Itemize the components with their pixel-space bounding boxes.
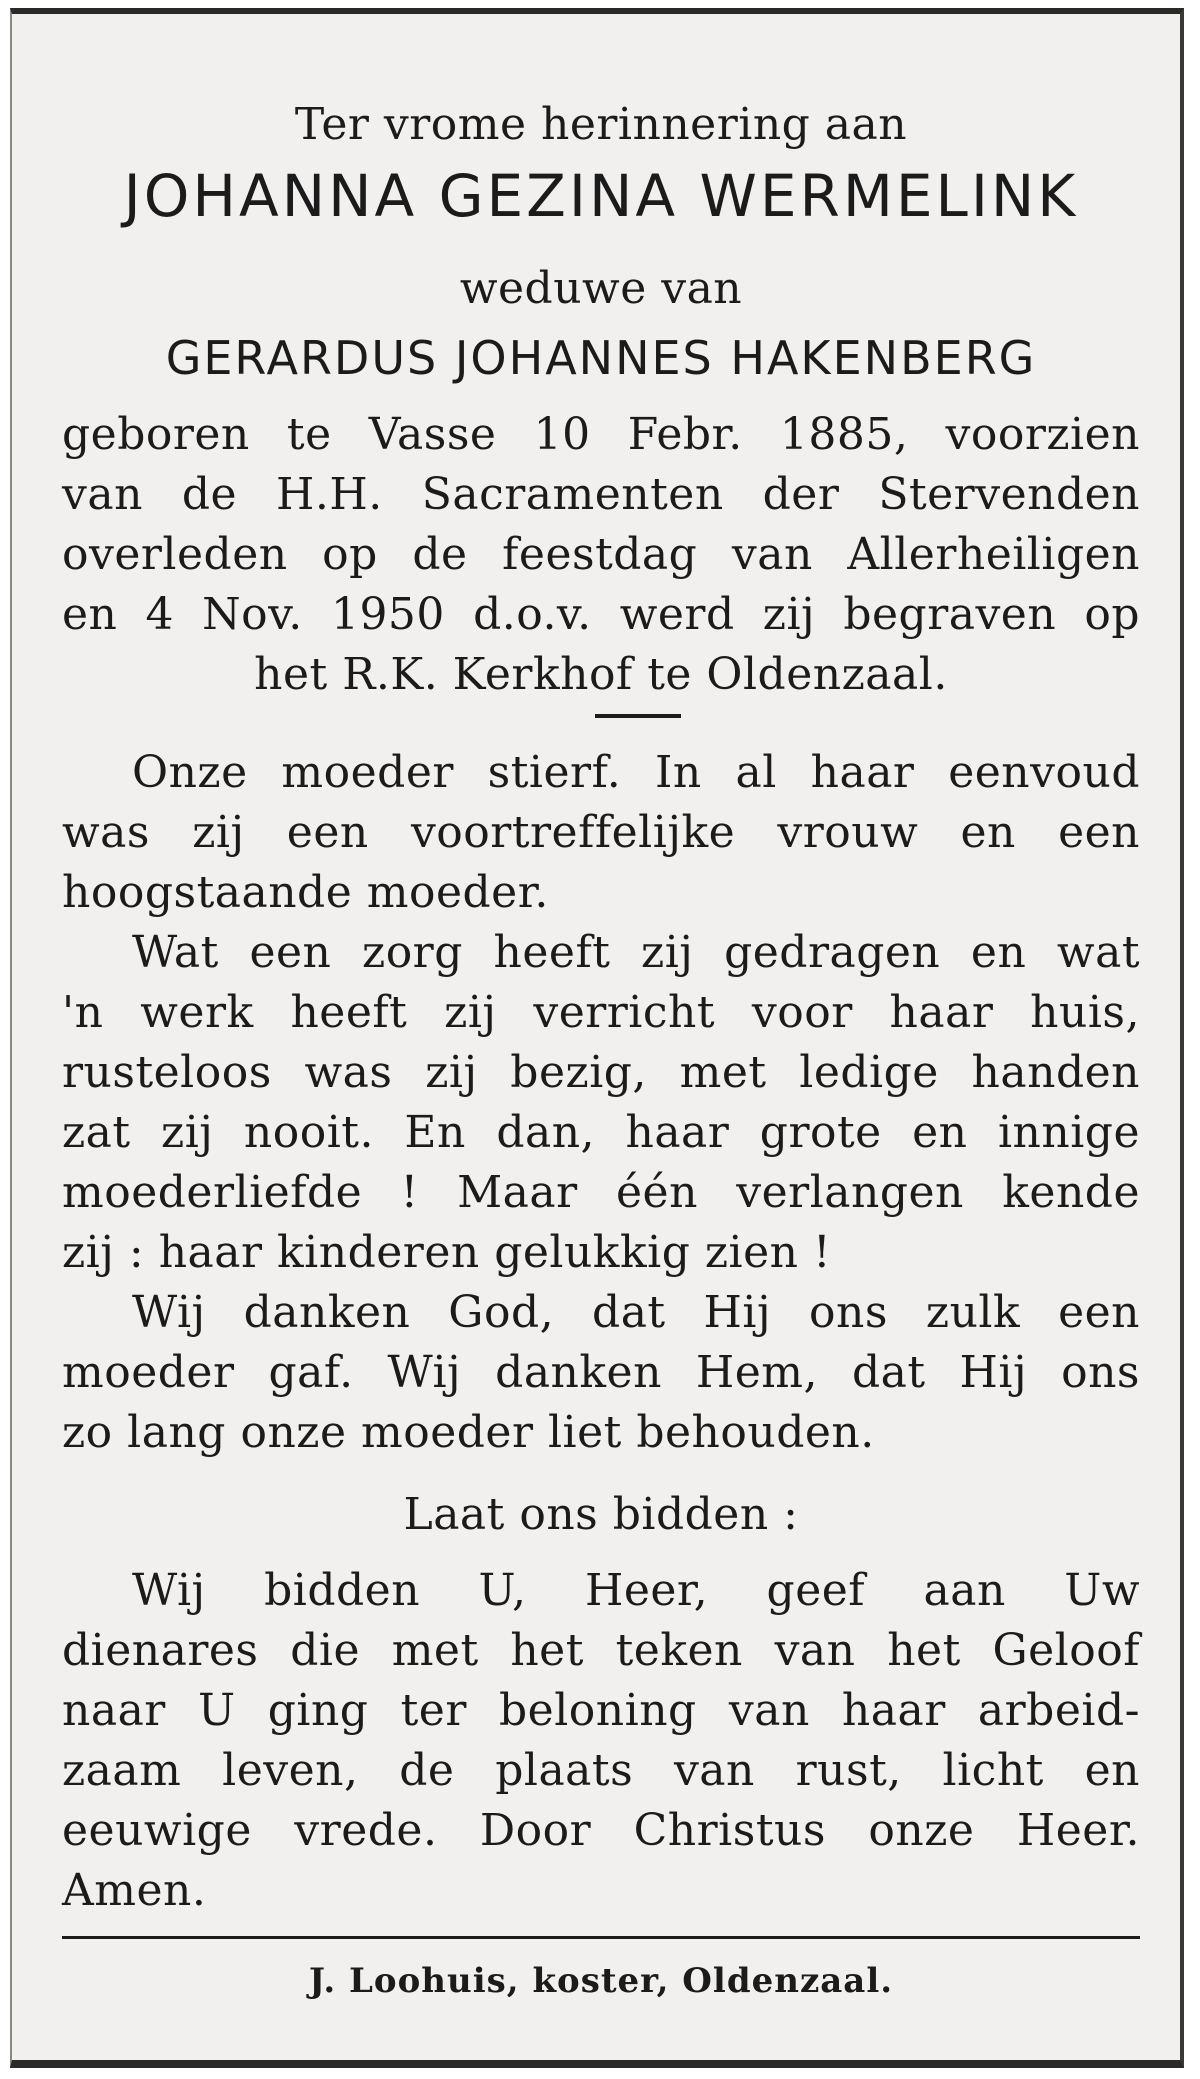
- memorial-card: [10, 8, 1184, 2068]
- prayer-line: dienares die met het teken van het Geloof: [62, 1625, 1140, 1676]
- card-content: [62, 14, 1140, 2060]
- printer-credit: J. Loohuis, koster, Oldenzaal.: [308, 1961, 894, 2001]
- short-divider: [595, 714, 681, 718]
- text-line: hoogstaande moeder.: [62, 867, 549, 918]
- text-line: Wij danken God, dat Hij ons zulk een: [132, 1287, 1140, 1338]
- bio-line: van de H.H. Sacramenten der Stervenden: [62, 469, 1140, 520]
- text-line: moederliefde ! Maar één verlangen kende: [62, 1167, 1140, 1218]
- text-line: zat zij nooit. En dan, haar grote en innige: [62, 1107, 1140, 1158]
- deceased-name: JOHANNA GEZINA WERMELINK: [123, 162, 1079, 230]
- bio-line: en 4 Nov. 1950 d.o.v. werd zij begraven op: [62, 589, 1140, 640]
- text-line: Wat een zorg heeft zij gedragen en wat: [132, 927, 1140, 978]
- intro-line: Ter vrome herinnering aan: [294, 99, 908, 150]
- text-line: rusteloos was zij bezig, met ledige handen: [62, 1047, 1140, 1098]
- text-line: was zij een voortreffelijke vrouw en een: [62, 807, 1140, 858]
- text-line: moeder gaf. Wij danken Hem, dat Hij ons: [62, 1347, 1140, 1398]
- bio-line: overleden op de feestdag van Allerheiligen: [62, 529, 1140, 580]
- prayer-heading: Laat ons bidden :: [403, 1489, 799, 1540]
- bio-line: geboren te Vasse 10 Febr. 1885, voorzien: [62, 409, 1140, 460]
- bio-line: het R.K. Kerkhof te Oldenzaal.: [254, 649, 948, 700]
- prayer-line: Wij bidden U, Heer, geef aan Uw: [132, 1565, 1140, 1616]
- widow-of-line: weduwe van: [459, 263, 743, 314]
- husband-name: GERARDUS JOHANNES HAKENBERG: [165, 331, 1037, 385]
- text-line: zo lang onze moeder liet behouden.: [62, 1407, 875, 1458]
- long-divider: [62, 1936, 1140, 1939]
- text-line: 'n werk heeft zij verricht voor haar huis,: [62, 987, 1140, 1038]
- prayer-line: Amen.: [62, 1865, 207, 1916]
- prayer-line: zaam leven, de plaats van rust, licht en: [62, 1745, 1140, 1796]
- text-line: Onze moeder stierf. In al haar eenvoud: [132, 747, 1140, 798]
- prayer-line: eeuwige vrede. Door Christus onze Heer.: [62, 1805, 1140, 1856]
- prayer-line: naar U ging ter beloning van haar arbeid-: [62, 1685, 1140, 1736]
- text-line: zij : haar kinderen gelukkig zien !: [62, 1227, 832, 1278]
